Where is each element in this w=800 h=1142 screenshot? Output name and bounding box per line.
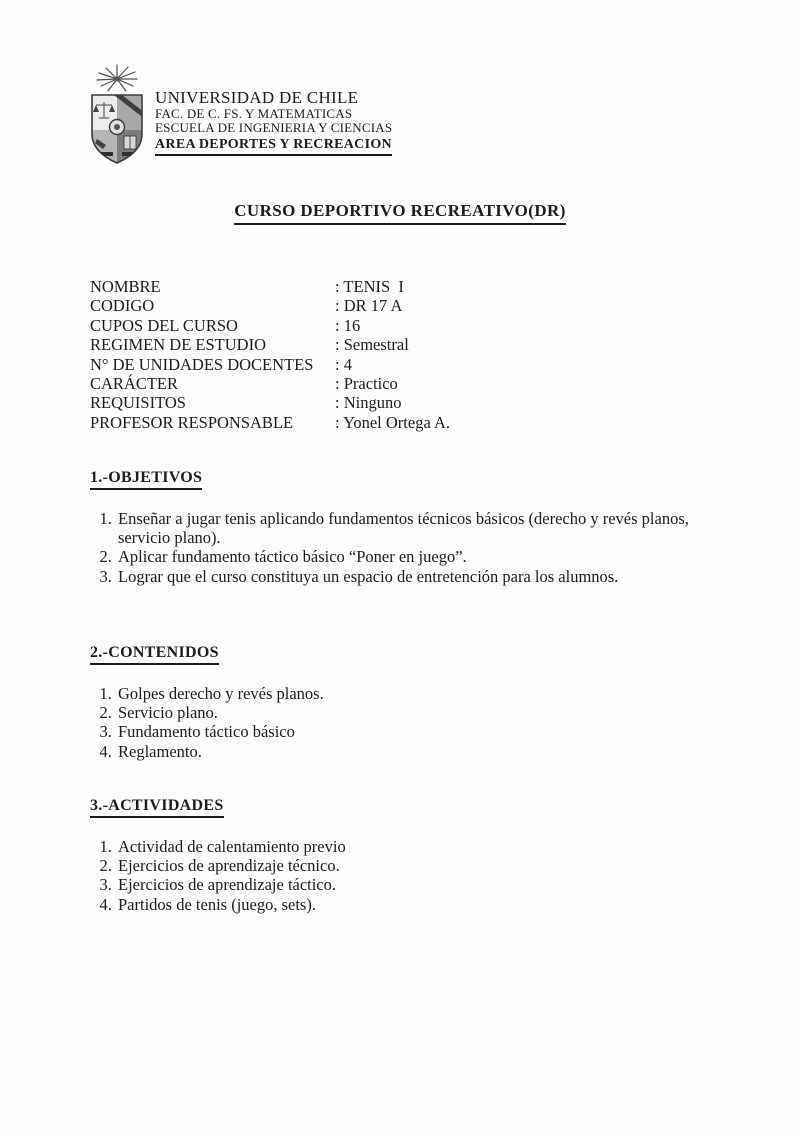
detail-row-caracter bbox=[90, 374, 450, 393]
actividades-list bbox=[90, 837, 735, 914]
list-item: 4. Partidos de tenis (juego, sets). bbox=[116, 895, 735, 914]
list-item: 1. Enseñar a jugar tenis aplicando fundamentos técnicos básicos (derecho y revés planos, servicio plano). bbox=[116, 509, 735, 547]
university-crest-icon bbox=[84, 64, 148, 168]
letterhead-text bbox=[155, 64, 392, 156]
area-name: AREA DEPORTES Y RECREACION bbox=[155, 137, 392, 156]
detail-label: N° DE UNIDADES DOCENTES bbox=[90, 354, 314, 374]
detail-label: PROFESOR RESPONSABLE bbox=[90, 412, 294, 432]
university-logo bbox=[84, 64, 148, 168]
list-item: 2. Ejercicios de aprendizaje técnico. bbox=[116, 856, 735, 875]
list-item: 3. Ejercicios de aprendizaje táctico. bbox=[116, 875, 735, 894]
detail-row-nombre bbox=[90, 277, 450, 296]
detail-value: : Semestral bbox=[335, 335, 409, 355]
section-heading-actividades: 3.-ACTIVIDADES bbox=[90, 796, 224, 818]
list-item: 3. Fundamento táctico básico bbox=[116, 722, 735, 741]
detail-value: : Practico bbox=[335, 374, 398, 394]
section-objetivos bbox=[90, 468, 735, 586]
detail-label: REQUISITOS bbox=[90, 393, 186, 413]
list-item: 4. Reglamento. bbox=[116, 742, 735, 761]
detail-row-unidades bbox=[90, 355, 450, 374]
detail-label: CUPOS DEL CURSO bbox=[90, 315, 238, 335]
document-title: CURSO DEPORTIVO RECREATIVO(DR) bbox=[234, 201, 566, 225]
detail-label: NOMBRE bbox=[90, 277, 161, 296]
list-item: 2. Servicio plano. bbox=[116, 703, 735, 722]
section-heading-contenidos: 2.-CONTENIDOS bbox=[90, 643, 219, 665]
school-name: ESCUELA DE INGENIERIA Y CIENCIAS bbox=[155, 120, 393, 135]
detail-value: : TENIS I bbox=[335, 277, 404, 296]
section-contenidos bbox=[90, 643, 735, 761]
objetivos-list bbox=[90, 509, 735, 586]
detail-value: : DR 17 A bbox=[335, 296, 403, 316]
detail-value: : 16 bbox=[335, 315, 361, 335]
course-details bbox=[90, 277, 450, 432]
university-name: UNIVERSIDAD DE CHILE bbox=[155, 88, 359, 107]
list-item: 3. Lograr que el curso constituya un espacio de entretención para los alumnos. bbox=[116, 567, 735, 586]
list-item: 1. Golpes derecho y revés planos. bbox=[116, 684, 735, 703]
detail-row-requisitos bbox=[90, 393, 450, 412]
detail-label: CARÁCTER bbox=[90, 374, 179, 394]
list-item: 1. Actividad de calentamiento previo bbox=[116, 837, 735, 856]
section-heading-objetivos: 1.-OBJETIVOS bbox=[90, 468, 202, 490]
contenidos-list bbox=[90, 684, 735, 761]
faculty-name: FAC. DE C. FS. Y MATEMATICAS bbox=[155, 106, 353, 121]
detail-value: : Ninguno bbox=[335, 393, 402, 413]
title-row bbox=[0, 201, 800, 225]
detail-value: : Yonel Ortega A. bbox=[335, 412, 451, 432]
detail-label: REGIMEN DE ESTUDIO bbox=[90, 335, 266, 355]
detail-row-profesor bbox=[90, 413, 450, 432]
section-actividades bbox=[90, 796, 735, 914]
detail-row-codigo bbox=[90, 296, 450, 315]
detail-label: CODIGO bbox=[90, 296, 155, 316]
list-item: 2. Aplicar fundamento táctico básico “Poner en juego”. bbox=[116, 547, 735, 566]
detail-row-regimen bbox=[90, 335, 450, 354]
detail-value: : 4 bbox=[335, 354, 352, 374]
detail-row-cupos bbox=[90, 316, 450, 335]
letterhead bbox=[84, 64, 392, 168]
